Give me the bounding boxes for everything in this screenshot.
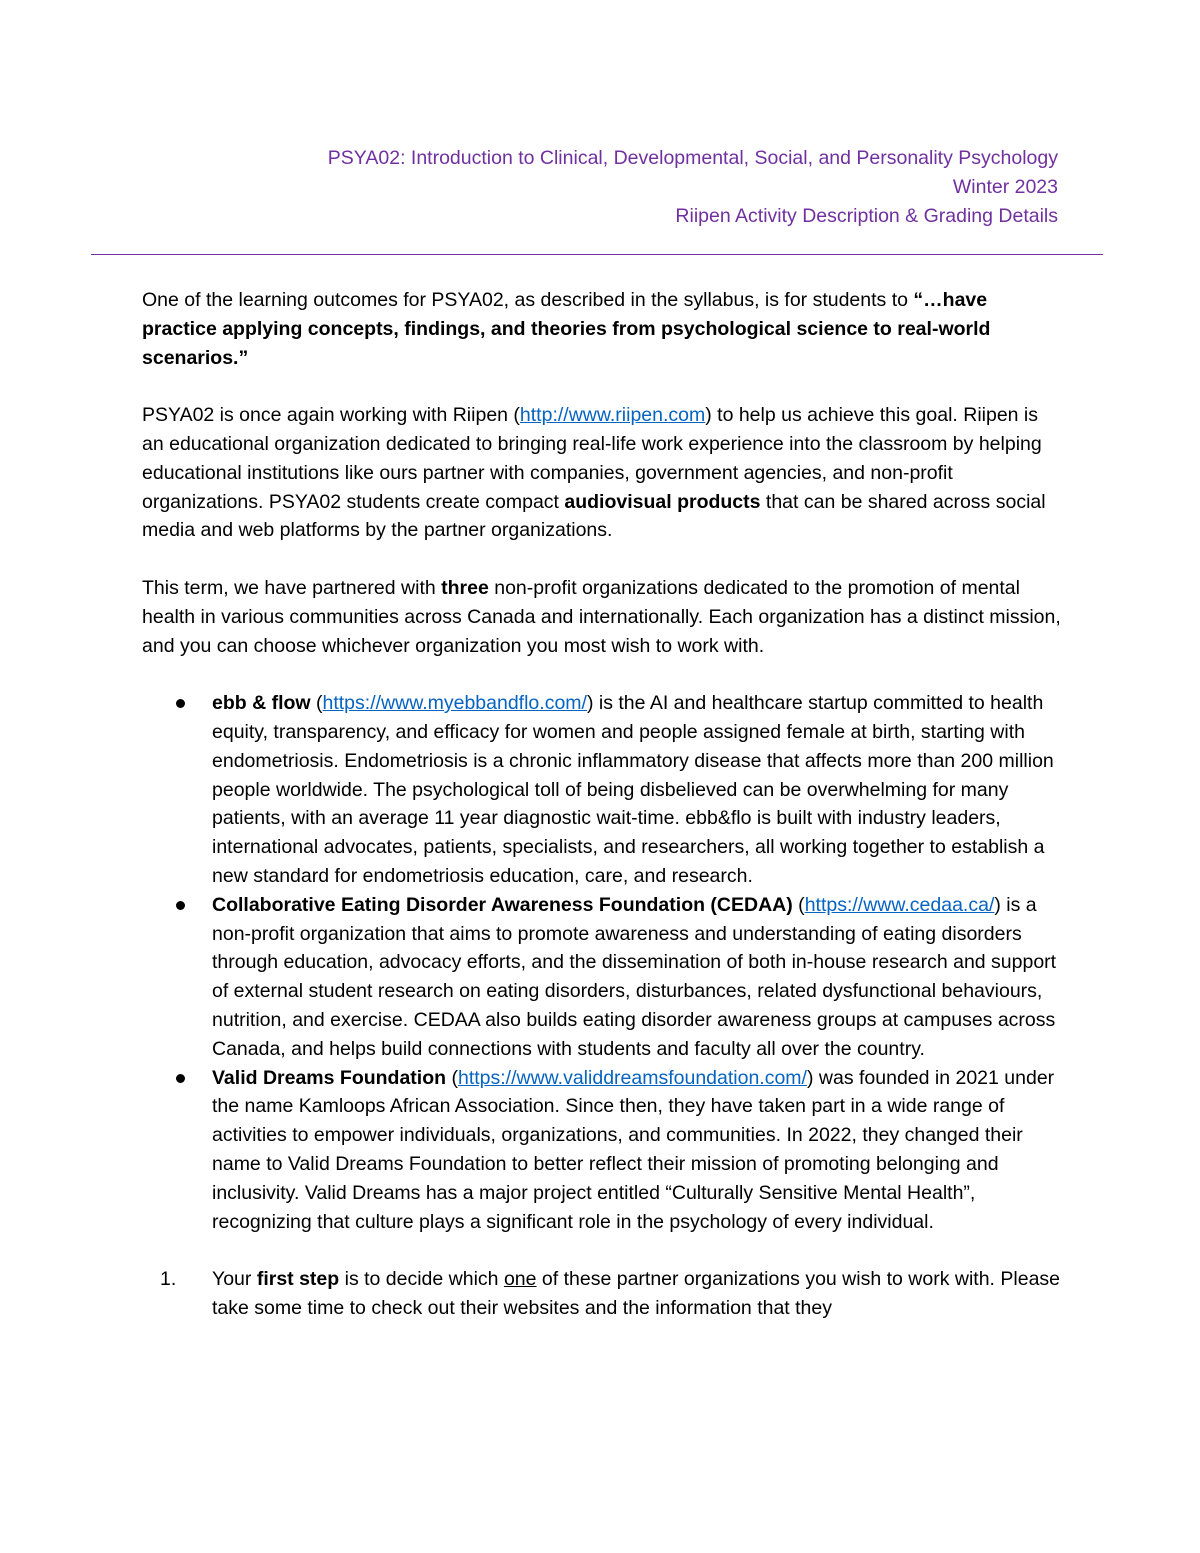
organization-name: Valid Dreams Foundation [212, 1066, 447, 1089]
organization-item-ebb-and-flow: ebb & flow (https://www.myebbandflo.com/) is the AI and healthcare startup committed to health equity, transparency, and efficacy for women and people assigned female at birth, starting with endometriosis. Endometriosis is a chronic inflammatory disease that affects more than 200 million people worldwide. The psychological toll of being disbelieved can be overwhelming for many patients, with an average 11 year diagnostic wait-time. ebb&flo is built with industry leaders, international advocates, patients, specialists, and researchers, all working together to establish a new standard for endometriosis education, care, and research. [142, 689, 1062, 891]
bullet-icon [176, 901, 185, 910]
header-divider [91, 254, 1103, 255]
intro-paragraph-3: This term, we have partnered with three non-profit organizations dedicated to the promotion of mental health in various communities across Canada and internationally. Each organization has a distinct mission, and you can choose whichever organization you most wish to work with. [142, 576, 1061, 657]
steps-list [142, 1265, 1062, 1323]
three-emphasis: three [441, 576, 489, 599]
organization-description: ) is the AI and healthcare startup committed to health equity, transparency, and efficacy for women and people assigned female at birth, starting with endometriosis. Endometriosis is a chronic inflammatory disease that affects more than 200 million people worldwide. The psychological toll of being disbelieved can be overwhelming for many patients, with an average 11 year diagnostic wait-time. ebb&flo is built with industry leaders, international advocates, patients, specialists, and researchers, all working together to establish a new standard for endometriosis education, care, and research. [212, 692, 1054, 887]
organization-name: Collaborative Eating Disorder Awareness Foundation (CEDAA) [212, 893, 793, 916]
document-subtitle: Riipen Activity Description & Grading Details [675, 205, 1058, 227]
organization-description: ) is a non-profit organization that aims to promote awareness and understanding of eating disorders through education, advocacy efforts, and the dissemination of both in-house research and support of external student research on eating disorders, disturbances, related dysfunctional behaviours, nutrition, and exercise. CEDAA also builds eating disorder awareness groups at campuses across Canada, and helps build connections with students and faculty all over the country. [212, 893, 1057, 1060]
intro-paragraph-1 [142, 286, 1062, 372]
step-number: 1. [160, 1268, 177, 1291]
organization-name: ebb & flow [212, 692, 311, 715]
first-step-emphasis: first step [256, 1268, 340, 1291]
organization-item-valid-dreams: Valid Dreams Foundation (https://www.validdreamsfoundation.com/) was founded in 2021 under the name Kamloops African Association. Since then, they have taken part in a wide range of activities to empower individuals, organizations, and communities. In 2022, they changed their name to Valid Dreams Foundation to better reflect their mission of promoting belonging and inclusivity. Valid Dreams has a major project entitled “Culturally Sensitive Mental Health”, recognizing that culture plays a significant role in the psychology of every individual. [142, 1064, 1062, 1237]
document-header [328, 144, 1058, 231]
organization-list [142, 689, 1062, 1236]
organization-link[interactable]: https://www.myebbandflo.com/ [322, 692, 587, 715]
bullet-icon [176, 699, 185, 708]
term-label: Winter 2023 [952, 176, 1058, 198]
organization-description: ) was founded in 2021 under the name Kamloops African Association. Since then, they have taken part in a wide range of activities to empower individuals, organizations, and communities. In 2022, they changed their name to Valid Dreams Foundation to better reflect their mission of promoting belonging and inclusivity. Valid Dreams has a major project entitled “Culturally Sensitive Mental Health”, recognizing that culture plays a significant role in the psychology of every individual. [212, 1066, 1055, 1233]
riipen-link[interactable]: http://www.riipen.com [519, 404, 706, 427]
learning-outcome-quote: “…have practice applying concepts, findings, and theories from psychological science to real-world scenarios.” [142, 289, 991, 369]
document-body [142, 286, 1062, 1323]
organization-item-cedaa: Collaborative Eating Disorder Awareness Foundation (CEDAA) (https://www.cedaa.ca/) is a non-profit organization that aims to promote awareness and understanding of eating disorders through education, advocacy efforts, and the dissemination of both in-house research and support of external student research on eating disorders, disturbances, related dysfunctional behaviours, nutrition, and exercise. CEDAA also builds eating disorder awareness groups at campuses across Canada, and helps build connections with students and faculty all over the country. [142, 891, 1062, 1064]
course-title: PSYA02: Introduction to Clinical, Developmental, Social, and Personality Psychology [327, 147, 1058, 169]
step-item-1: 1. Your first step is to decide which one of these partner organizations you wish to work with. Please take some time to check out their websites and the information that they [142, 1265, 1062, 1323]
audiovisual-products-emphasis: audiovisual products [564, 490, 761, 513]
bullet-icon [176, 1074, 185, 1083]
organization-link[interactable]: https://www.validdreamsfoundation.com/ [457, 1066, 807, 1089]
intro-text: One of the learning outcomes for PSYA02, as described in the syllabus, is for students to [142, 289, 914, 311]
intro-paragraph-2: PSYA02 is once again working with Riipen (http://www.riipen.com) to help us achieve this goal. Riipen is an educational organization dedicated to bringing real-life work experience into the classroom by helping educational institutions like ours partner with companies, government agencies, and non-profit organizations. PSYA02 students create compact audiovisual products that can be shared across social media and web platforms by the partner organizations. [142, 404, 1046, 542]
organization-link[interactable]: https://www.cedaa.ca/ [804, 893, 995, 916]
one-emphasis: one [503, 1268, 537, 1291]
